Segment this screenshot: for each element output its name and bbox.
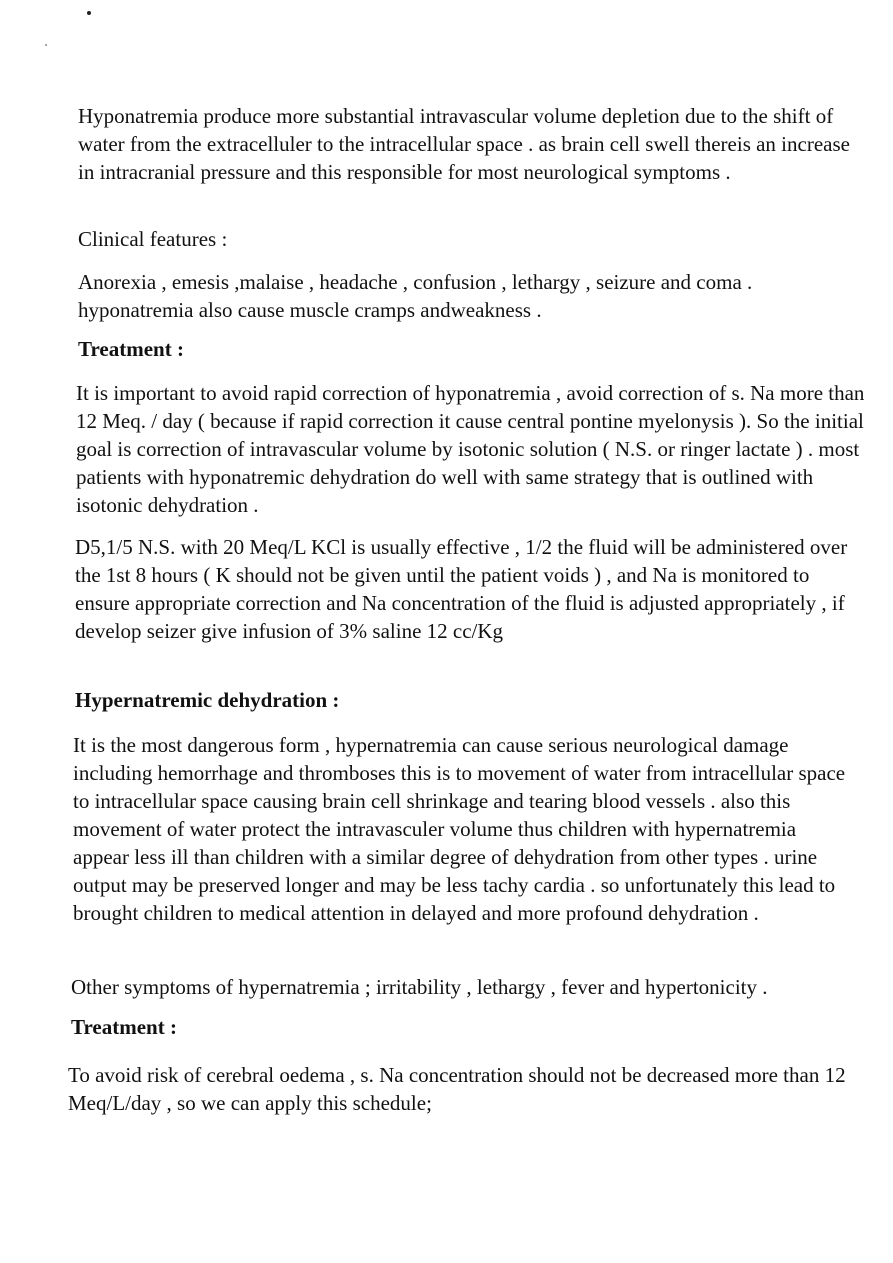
paragraph-fluid-regimen: D5,1/5 N.S. with 20 Meq/L KCl is usually effective , 1/2 the fluid will be administered over the 1st 8 hours ( K should not be given until the patient voids ) , and Na is monitored to ensure appropriate correction and Na concentration of the fluid is adjusted appropriately , if develop seizer give infusion of 3% saline 12 cc/Kg (75, 535, 848, 643)
paragraph-treatment-hyponatremia: It is important to avoid rapid correction of hyponatremia , avoid correction of s. Na more than 12 Meq. / day ( because if rapid correction it cause central pontine myelonysis ). So the initial goal is correction of intravascular volume by isotonic solution ( N.S. or ringer lactate ) . most patients with hyponatremic dehydration do well with same strategy that is outlined with isotonic dehydration . (76, 381, 865, 517)
paragraph-other-symptoms: Other symptoms of hypernatremia ; irritability , lethargy , fever and hypertonicity . (71, 975, 768, 999)
paragraph-treatment-hypernatremia: To avoid risk of cerebral oedema , s. Na concentration should not be decreased more than 12 Meq/L/day , so we can apply this schedule; (68, 1063, 846, 1115)
scan-speck-mark-small (45, 44, 47, 46)
clinical-features-label: Clinical features : (78, 227, 228, 251)
paragraph-hyponatremia-intro: Hyponatremia produce more substantial intravascular volume depletion due to the shift of water from the extracelluler to the intracellular space . as brain cell swell thereis an increase in intracranial pressure and this responsible for most neurological symptoms . (78, 104, 850, 184)
paragraph-hypernatremia-description: It is the most dangerous form , hypernatremia can cause serious neurological damage including hemorrhage and thromboses this is to movement of water from intracellular space to intracellular space causing brain cell shrinkage and tearing blood vessels . also this movement of water protect the intravasculer volume thus children with hypernatremia appear less ill than children with a similar degree of dehydration from other types . urine output may be preserved longer and may be less tachy cardia . so unfortunately this lead to brought children to medical attention in delayed and more profound dehydration . (73, 733, 846, 925)
paragraph-clinical-features: Anorexia , emesis ,malaise , headache , confusion , lethargy , seizure and coma . hyponatremia also cause muscle cramps andweakness . (78, 270, 753, 322)
scan-speck-mark (87, 11, 91, 15)
treatment-heading: Treatment : (78, 337, 184, 361)
hypernatremic-dehydration-heading: Hypernatremic dehydration : (75, 688, 340, 712)
treatment-heading-hypernatremia: Treatment : (71, 1015, 177, 1039)
